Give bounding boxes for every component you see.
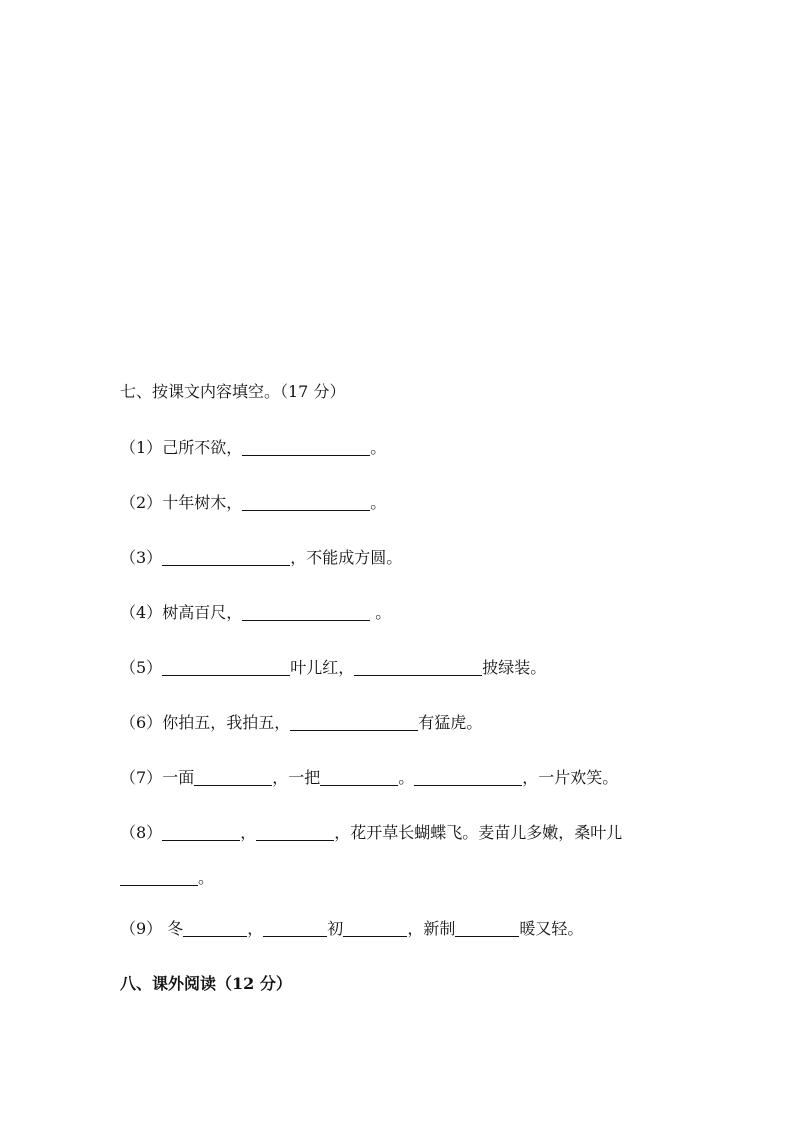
answer-blank[interactable]	[263, 920, 327, 937]
item-text: 十年树木，	[162, 493, 243, 512]
item-number: （2）	[120, 493, 163, 512]
fill-item-6	[120, 713, 482, 733]
item-text: 。	[398, 768, 415, 787]
fill-item-5	[120, 658, 546, 678]
item-number: （8）	[120, 823, 163, 842]
item-text: ，	[240, 823, 257, 842]
section-8-heading: 八、课外阅读（12 分）	[120, 974, 292, 993]
answer-blank[interactable]	[414, 769, 522, 786]
answer-blank[interactable]	[162, 659, 290, 676]
item-text: 。	[370, 603, 392, 622]
item-number: （3）	[120, 548, 163, 567]
fill-item-7	[120, 768, 618, 788]
fill-item-8-continued	[120, 868, 214, 888]
item-text: 有猛虎。	[418, 713, 483, 732]
item-text: 初	[327, 919, 344, 938]
answer-blank[interactable]	[194, 769, 272, 786]
item-text: ，不能成方圆。	[290, 548, 403, 567]
item-text: 暖又轻。	[519, 919, 584, 938]
fill-item-9	[120, 919, 583, 939]
item-text: 。	[370, 438, 387, 457]
answer-blank[interactable]	[354, 659, 482, 676]
answer-blank[interactable]	[242, 439, 370, 456]
fill-item-2	[120, 493, 386, 513]
item-number: （4）	[120, 603, 163, 622]
answer-blank[interactable]	[242, 494, 370, 511]
item-text: 己所不欲，	[162, 438, 243, 457]
fill-item-8	[120, 823, 622, 843]
fill-item-3	[120, 548, 402, 568]
item-text: 叶儿红，	[290, 658, 355, 677]
item-number: （7）	[120, 768, 163, 787]
fill-item-1	[120, 438, 386, 458]
item-text: ，一片欢笑。	[522, 768, 619, 787]
answer-blank[interactable]	[162, 824, 240, 841]
answer-blank[interactable]	[343, 920, 407, 937]
fill-item-4	[120, 603, 391, 623]
answer-blank[interactable]	[320, 769, 398, 786]
answer-blank[interactable]	[455, 920, 519, 937]
answer-blank[interactable]	[242, 604, 370, 621]
item-number: （9）	[120, 919, 163, 938]
item-text: 。	[370, 493, 387, 512]
item-text: 。	[198, 868, 215, 887]
item-text: ，花开草长蝴蝶飞。麦苗儿多嫩，桑叶儿	[334, 823, 623, 842]
item-text: 树高百尺，	[162, 603, 243, 622]
item-text: ，	[247, 919, 264, 938]
answer-blank[interactable]	[256, 824, 334, 841]
item-text: ，一把	[272, 768, 321, 787]
item-text: 一面	[162, 768, 195, 787]
answer-blank[interactable]	[120, 869, 198, 886]
item-text: 披绿装。	[482, 658, 547, 677]
item-text: ，新制	[407, 919, 456, 938]
answer-blank[interactable]	[290, 714, 418, 731]
answer-blank[interactable]	[183, 920, 247, 937]
item-number: （6）	[120, 713, 163, 732]
item-number: （1）	[120, 438, 163, 457]
section-7-heading: 七、按课文内容填空。（17 分）	[120, 382, 346, 401]
item-text: 冬	[162, 919, 184, 938]
answer-blank[interactable]	[162, 549, 290, 566]
item-number: （5）	[120, 658, 163, 677]
item-text: 你拍五，我拍五，	[162, 713, 291, 732]
